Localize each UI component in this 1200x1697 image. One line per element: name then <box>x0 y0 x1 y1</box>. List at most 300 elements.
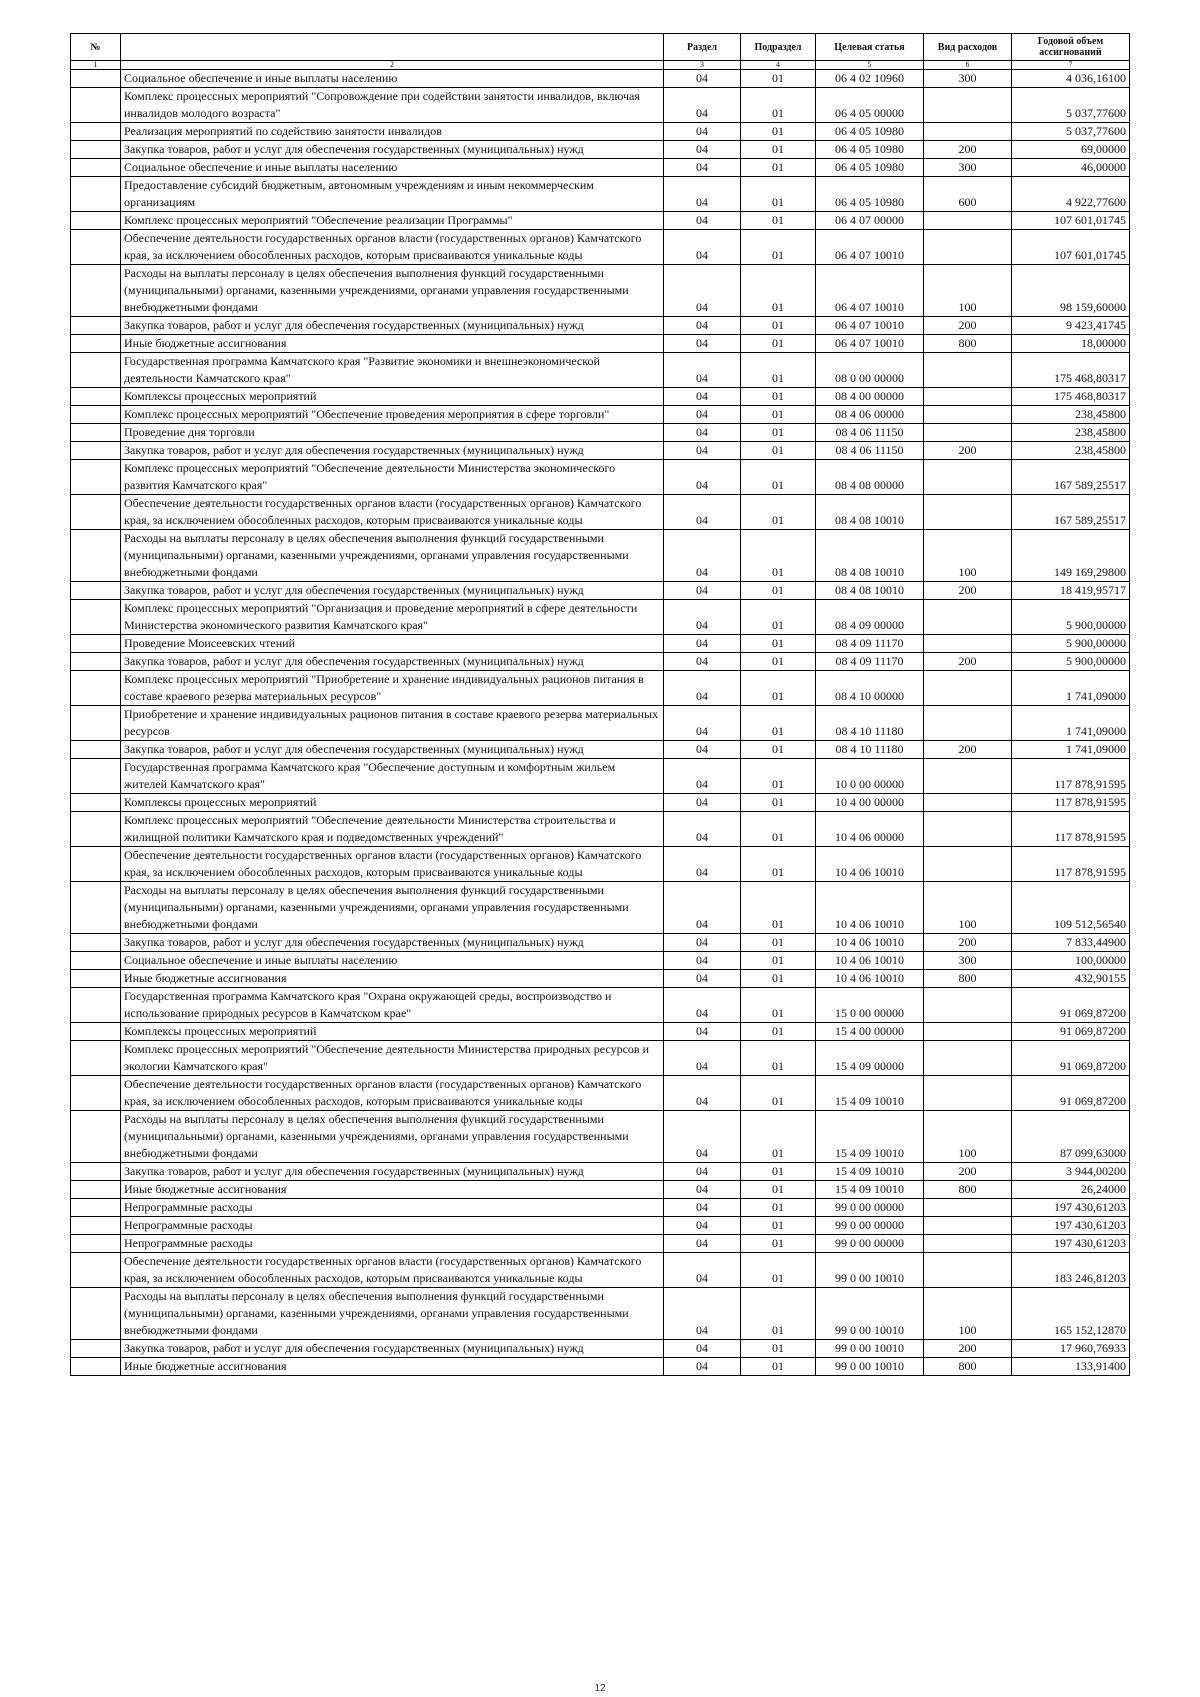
row-name: Закупка товаров, работ и услуг для обеспечения государственных (муниципальных) нужд <box>121 141 664 159</box>
row-target-article: 08 4 00 00000 <box>816 388 924 406</box>
row-target-article: 99 0 00 10010 <box>816 1253 924 1288</box>
row-number-cell <box>71 388 121 406</box>
row-expense-kind: 600 <box>924 177 1012 212</box>
row-subsection: 01 <box>741 1076 816 1111</box>
row-target-article: 06 4 07 10010 <box>816 230 924 265</box>
row-number-cell <box>71 635 121 653</box>
column-number: 4 <box>741 61 816 70</box>
row-number-cell <box>71 1235 121 1253</box>
row-amount: 175 468,80317 <box>1012 353 1130 388</box>
row-amount: 238,45800 <box>1012 424 1130 442</box>
row-name: Закупка товаров, работ и услуг для обеспечения государственных (муниципальных) нужд <box>121 1163 664 1181</box>
row-number-cell <box>71 1041 121 1076</box>
row-subsection: 01 <box>741 88 816 123</box>
table-row <box>71 406 1130 424</box>
row-name: Расходы на выплаты персоналу в целях обеспечения выполнения функций государственными (муниципальными) органами, казенными учреждениями, органами управления государственными внебюджетными фондами <box>121 1111 664 1163</box>
row-amount: 167 589,25517 <box>1012 460 1130 495</box>
row-amount: 18 419,95717 <box>1012 582 1130 600</box>
row-amount: 7 833,44900 <box>1012 934 1130 952</box>
row-target-article: 08 4 10 00000 <box>816 671 924 706</box>
row-name: Непрограммные расходы <box>121 1199 664 1217</box>
row-expense-kind: 200 <box>924 442 1012 460</box>
row-amount: 91 069,87200 <box>1012 988 1130 1023</box>
row-number-cell <box>71 159 121 177</box>
row-amount: 1 741,09000 <box>1012 706 1130 741</box>
row-expense-kind: 800 <box>924 335 1012 353</box>
row-target-article: 10 4 06 10010 <box>816 847 924 882</box>
row-number-cell <box>71 1340 121 1358</box>
row-number-cell <box>71 1023 121 1041</box>
table-row <box>71 159 1130 177</box>
row-name: Обеспечение деятельности государственных органов власти (государственных органов) Камчатского края, за исключением обособленных расходов, которым присваиваются уникальные коды <box>121 1253 664 1288</box>
row-section: 04 <box>664 1163 741 1181</box>
row-amount: 91 069,87200 <box>1012 1076 1130 1111</box>
row-section: 04 <box>664 1023 741 1041</box>
row-subsection: 01 <box>741 212 816 230</box>
row-target-article: 06 4 05 00000 <box>816 88 924 123</box>
row-name: Расходы на выплаты персоналу в целях обеспечения выполнения функций государственными (муниципальными) органами, казенными учреждениями, органами управления государственными внебюджетными фондами <box>121 1288 664 1340</box>
row-name: Комплекс процессных мероприятий "Обеспечение деятельности Министерства экономического развития Камчатского края" <box>121 460 664 495</box>
row-section: 04 <box>664 1253 741 1288</box>
row-target-article: 15 4 00 00000 <box>816 1023 924 1041</box>
row-subsection: 01 <box>741 1199 816 1217</box>
row-target-article: 15 4 09 10010 <box>816 1181 924 1199</box>
row-target-article: 08 4 08 00000 <box>816 460 924 495</box>
row-number-cell <box>71 671 121 706</box>
row-target-article: 10 4 06 10010 <box>816 970 924 988</box>
row-section: 04 <box>664 952 741 970</box>
row-expense-kind: 300 <box>924 952 1012 970</box>
row-section: 04 <box>664 230 741 265</box>
header-expense-kind: Вид расходов <box>924 34 1012 61</box>
row-number-cell <box>71 353 121 388</box>
row-subsection: 01 <box>741 460 816 495</box>
row-number-cell <box>71 442 121 460</box>
table-row <box>71 1288 1130 1340</box>
row-target-article: 15 4 09 10010 <box>816 1111 924 1163</box>
row-number-cell <box>71 1163 121 1181</box>
row-amount: 26,24000 <box>1012 1181 1130 1199</box>
row-name: Проведение дня торговли <box>121 424 664 442</box>
row-expense-kind <box>924 759 1012 794</box>
row-amount: 91 069,87200 <box>1012 1041 1130 1076</box>
row-subsection: 01 <box>741 706 816 741</box>
table-row <box>71 812 1130 847</box>
row-section: 04 <box>664 1340 741 1358</box>
row-name: Иные бюджетные ассигнования <box>121 1358 664 1376</box>
row-subsection: 01 <box>741 847 816 882</box>
table-row <box>71 460 1130 495</box>
row-expense-kind <box>924 388 1012 406</box>
row-section: 04 <box>664 741 741 759</box>
row-section: 04 <box>664 460 741 495</box>
row-amount: 117 878,91595 <box>1012 812 1130 847</box>
row-number-cell <box>71 882 121 934</box>
row-name: Расходы на выплаты персоналу в целях обеспечения выполнения функций государственными (муниципальными) органами, казенными учреждениями, органами управления государственными внебюджетными фондами <box>121 265 664 317</box>
row-expense-kind: 800 <box>924 1181 1012 1199</box>
row-amount: 17 960,76933 <box>1012 1340 1130 1358</box>
row-number-cell <box>71 794 121 812</box>
row-name: Комплекс процессных мероприятий "Обеспечение реализации Программы" <box>121 212 664 230</box>
row-subsection: 01 <box>741 812 816 847</box>
row-amount: 107 601,01745 <box>1012 230 1130 265</box>
row-subsection: 01 <box>741 952 816 970</box>
row-amount: 117 878,91595 <box>1012 759 1130 794</box>
row-number-cell <box>71 123 121 141</box>
row-subsection: 01 <box>741 159 816 177</box>
row-section: 04 <box>664 265 741 317</box>
row-expense-kind: 200 <box>924 741 1012 759</box>
row-amount: 175 468,80317 <box>1012 388 1130 406</box>
row-number-cell <box>71 141 121 159</box>
row-section: 04 <box>664 212 741 230</box>
row-amount: 3 944,00200 <box>1012 1163 1130 1181</box>
row-amount: 87 099,63000 <box>1012 1111 1130 1163</box>
row-number-cell <box>71 759 121 794</box>
row-name: Комплекс процессных мероприятий "Приобретение и хранение индивидуальных рационов питания в составе краевого резерва материальных ресурсов" <box>121 671 664 706</box>
row-subsection: 01 <box>741 1235 816 1253</box>
row-number-cell <box>71 706 121 741</box>
column-number-row <box>71 61 1130 70</box>
row-target-article: 06 4 07 00000 <box>816 212 924 230</box>
row-name: Обеспечение деятельности государственных органов власти (государственных органов) Камчатского края, за исключением обособленных расходов, которым присваиваются уникальные коды <box>121 495 664 530</box>
row-subsection: 01 <box>741 794 816 812</box>
row-target-article: 99 0 00 00000 <box>816 1217 924 1235</box>
row-name: Иные бюджетные ассигнования <box>121 335 664 353</box>
row-expense-kind <box>924 495 1012 530</box>
row-amount: 4 036,16100 <box>1012 70 1130 88</box>
row-amount: 100,00000 <box>1012 952 1130 970</box>
row-target-article: 15 0 00 00000 <box>816 988 924 1023</box>
row-subsection: 01 <box>741 442 816 460</box>
table-row <box>71 495 1130 530</box>
table-row <box>71 847 1130 882</box>
row-name: Комплекс процессных мероприятий "Обеспечение деятельности Министерства природных ресурсов и экологии Камчатского края" <box>121 1041 664 1076</box>
row-amount: 46,00000 <box>1012 159 1130 177</box>
row-name: Социальное обеспечение и иные выплаты населению <box>121 159 664 177</box>
table-row <box>71 988 1130 1023</box>
row-expense-kind <box>924 123 1012 141</box>
row-target-article: 06 4 05 10980 <box>816 177 924 212</box>
row-subsection: 01 <box>741 1253 816 1288</box>
table-row <box>71 1041 1130 1076</box>
table-row <box>71 635 1130 653</box>
table-row <box>71 1253 1130 1288</box>
row-subsection: 01 <box>741 1163 816 1181</box>
table-row <box>71 530 1130 582</box>
row-name: Иные бюджетные ассигнования <box>121 1181 664 1199</box>
row-expense-kind <box>924 424 1012 442</box>
row-name: Государственная программа Камчатского края "Обеспечение доступным и комфортным жильем жителей Камчатского края" <box>121 759 664 794</box>
row-amount: 197 430,61203 <box>1012 1217 1130 1235</box>
row-expense-kind: 800 <box>924 970 1012 988</box>
row-amount: 183 246,81203 <box>1012 1253 1130 1288</box>
table-row <box>71 1340 1130 1358</box>
row-expense-kind: 200 <box>924 1163 1012 1181</box>
row-subsection: 01 <box>741 1288 816 1340</box>
row-number-cell <box>71 230 121 265</box>
row-expense-kind: 100 <box>924 1111 1012 1163</box>
row-target-article: 08 4 08 10010 <box>816 582 924 600</box>
table-row <box>71 706 1130 741</box>
row-amount: 69,00000 <box>1012 141 1130 159</box>
row-target-article: 08 4 08 10010 <box>816 530 924 582</box>
row-target-article: 10 4 00 00000 <box>816 794 924 812</box>
table-row <box>71 141 1130 159</box>
table-row <box>71 212 1130 230</box>
table-row <box>71 265 1130 317</box>
row-number-cell <box>71 177 121 212</box>
row-amount: 9 423,41745 <box>1012 317 1130 335</box>
table-row <box>71 388 1130 406</box>
row-name: Расходы на выплаты персоналу в целях обеспечения выполнения функций государственными (муниципальными) органами, казенными учреждениями, органами управления государственными внебюджетными фондами <box>121 530 664 582</box>
row-target-article: 99 0 00 10010 <box>816 1340 924 1358</box>
row-amount: 5 037,77600 <box>1012 123 1130 141</box>
row-section: 04 <box>664 123 741 141</box>
row-amount: 4 922,77600 <box>1012 177 1130 212</box>
row-name: Закупка товаров, работ и услуг для обеспечения государственных (муниципальных) нужд <box>121 582 664 600</box>
row-expense-kind: 100 <box>924 265 1012 317</box>
table-row <box>71 1235 1130 1253</box>
row-amount: 197 430,61203 <box>1012 1235 1130 1253</box>
row-number-cell <box>71 212 121 230</box>
row-section: 04 <box>664 812 741 847</box>
row-name: Обеспечение деятельности государственных органов власти (государственных органов) Камчатского края, за исключением обособленных расходов, которым присваиваются уникальные коды <box>121 847 664 882</box>
row-expense-kind: 200 <box>924 141 1012 159</box>
row-section: 04 <box>664 388 741 406</box>
row-section: 04 <box>664 635 741 653</box>
table-row <box>71 1076 1130 1111</box>
row-section: 04 <box>664 424 741 442</box>
row-amount: 91 069,87200 <box>1012 1023 1130 1041</box>
row-expense-kind: 200 <box>924 653 1012 671</box>
row-target-article: 10 4 06 10010 <box>816 882 924 934</box>
row-name: Закупка товаров, работ и услуг для обеспечения государственных (муниципальных) нужд <box>121 653 664 671</box>
row-subsection: 01 <box>741 317 816 335</box>
row-amount: 165 152,12870 <box>1012 1288 1130 1340</box>
table-row <box>71 1163 1130 1181</box>
table-row <box>71 1023 1130 1041</box>
row-subsection: 01 <box>741 406 816 424</box>
column-number: 1 <box>71 61 121 70</box>
row-number-cell <box>71 460 121 495</box>
row-expense-kind: 200 <box>924 582 1012 600</box>
row-number-cell <box>71 1358 121 1376</box>
table-row <box>71 1181 1130 1199</box>
header-number: № <box>71 34 121 61</box>
row-name: Иные бюджетные ассигнования <box>121 970 664 988</box>
row-subsection: 01 <box>741 530 816 582</box>
row-amount: 5 037,77600 <box>1012 88 1130 123</box>
header-name <box>121 34 664 61</box>
row-name: Комплексы процессных мероприятий <box>121 1023 664 1041</box>
row-target-article: 06 4 07 10010 <box>816 317 924 335</box>
row-expense-kind <box>924 847 1012 882</box>
table-body <box>71 70 1130 1376</box>
row-target-article: 06 4 07 10010 <box>816 265 924 317</box>
row-subsection: 01 <box>741 1217 816 1235</box>
row-amount: 197 430,61203 <box>1012 1199 1130 1217</box>
row-name: Комплексы процессных мероприятий <box>121 794 664 812</box>
table-row <box>71 934 1130 952</box>
table-row <box>71 230 1130 265</box>
row-amount: 98 159,60000 <box>1012 265 1130 317</box>
budget-allocation-table <box>70 33 1130 1376</box>
row-number-cell <box>71 1076 121 1111</box>
row-amount: 1 741,09000 <box>1012 671 1130 706</box>
row-section: 04 <box>664 177 741 212</box>
row-name: Комплекс процессных мероприятий "Организация и проведение мероприятий в сфере деятельности Министерства экономического развития Камчатского края" <box>121 600 664 635</box>
row-name: Расходы на выплаты персоналу в целях обеспечения выполнения функций государственными (муниципальными) органами, казенными учреждениями, органами управления государственными внебюджетными фондами <box>121 882 664 934</box>
row-subsection: 01 <box>741 353 816 388</box>
row-target-article: 15 4 09 10010 <box>816 1163 924 1181</box>
row-section: 04 <box>664 988 741 1023</box>
table-row <box>71 1217 1130 1235</box>
row-amount: 5 900,00000 <box>1012 635 1130 653</box>
row-subsection: 01 <box>741 934 816 952</box>
row-name: Закупка товаров, работ и услуг для обеспечения государственных (муниципальных) нужд <box>121 741 664 759</box>
row-subsection: 01 <box>741 495 816 530</box>
row-number-cell <box>71 335 121 353</box>
row-name: Приобретение и хранение индивидуальных рационов питания в составе краевого резерва материальных ресурсов <box>121 706 664 741</box>
row-number-cell <box>71 970 121 988</box>
row-target-article: 08 4 06 00000 <box>816 406 924 424</box>
row-target-article: 15 4 09 00000 <box>816 1041 924 1076</box>
row-section: 04 <box>664 335 741 353</box>
row-number-cell <box>71 988 121 1023</box>
row-number-cell <box>71 741 121 759</box>
row-expense-kind <box>924 706 1012 741</box>
row-name: Государственная программа Камчатского края "Охрана окружающей среды, воспроизводство и использование природных ресурсов в Камчатском крае" <box>121 988 664 1023</box>
row-name: Обеспечение деятельности государственных органов власти (государственных органов) Камчатского края, за исключением обособленных расходов, которым присваиваются уникальные коды <box>121 1076 664 1111</box>
row-number-cell <box>71 70 121 88</box>
row-number-cell <box>71 934 121 952</box>
row-expense-kind <box>924 460 1012 495</box>
row-section: 04 <box>664 882 741 934</box>
table-row <box>71 424 1130 442</box>
row-target-article: 06 4 05 10980 <box>816 141 924 159</box>
row-target-article: 06 4 02 10960 <box>816 70 924 88</box>
table-row <box>71 653 1130 671</box>
table-row <box>71 1358 1130 1376</box>
row-expense-kind: 100 <box>924 1288 1012 1340</box>
row-expense-kind: 300 <box>924 70 1012 88</box>
column-number: 3 <box>664 61 741 70</box>
header-target-article: Целевая статья <box>816 34 924 61</box>
column-number: 2 <box>121 61 664 70</box>
row-expense-kind <box>924 1253 1012 1288</box>
row-amount: 238,45800 <box>1012 406 1130 424</box>
row-expense-kind: 100 <box>924 530 1012 582</box>
row-amount: 117 878,91595 <box>1012 794 1130 812</box>
row-expense-kind: 100 <box>924 882 1012 934</box>
row-target-article: 99 0 00 00000 <box>816 1199 924 1217</box>
row-expense-kind <box>924 406 1012 424</box>
page-number: 12 <box>594 1683 606 1694</box>
row-amount: 107 601,01745 <box>1012 212 1130 230</box>
row-number-cell <box>71 952 121 970</box>
row-subsection: 01 <box>741 1181 816 1199</box>
row-target-article: 99 0 00 00000 <box>816 1235 924 1253</box>
table-row <box>71 970 1130 988</box>
table-row <box>71 88 1130 123</box>
row-section: 04 <box>664 88 741 123</box>
row-name: Реализация мероприятий по содействию занятости инвалидов <box>121 123 664 141</box>
row-target-article: 10 0 00 00000 <box>816 759 924 794</box>
row-subsection: 01 <box>741 1023 816 1041</box>
row-name: Социальное обеспечение и иные выплаты населению <box>121 952 664 970</box>
row-number-cell <box>71 600 121 635</box>
row-section: 04 <box>664 600 741 635</box>
row-section: 04 <box>664 530 741 582</box>
row-target-article: 08 4 10 11180 <box>816 741 924 759</box>
row-number-cell <box>71 582 121 600</box>
row-name: Закупка товаров, работ и услуг для обеспечения государственных (муниципальных) нужд <box>121 934 664 952</box>
row-subsection: 01 <box>741 1358 816 1376</box>
row-number-cell <box>71 406 121 424</box>
header-subsection: Подраздел <box>741 34 816 61</box>
row-amount: 149 169,29800 <box>1012 530 1130 582</box>
row-subsection: 01 <box>741 141 816 159</box>
row-target-article: 99 0 00 10010 <box>816 1358 924 1376</box>
row-target-article: 08 4 09 11170 <box>816 635 924 653</box>
row-subsection: 01 <box>741 653 816 671</box>
row-expense-kind: 300 <box>924 159 1012 177</box>
row-section: 04 <box>664 406 741 424</box>
row-amount: 432,90155 <box>1012 970 1130 988</box>
table-row <box>71 671 1130 706</box>
row-target-article: 08 4 09 00000 <box>816 600 924 635</box>
row-name: Закупка товаров, работ и услуг для обеспечения государственных (муниципальных) нужд <box>121 317 664 335</box>
table-row <box>71 794 1130 812</box>
row-target-article: 08 4 08 10010 <box>816 495 924 530</box>
table-row <box>71 759 1130 794</box>
row-expense-kind <box>924 1076 1012 1111</box>
row-subsection: 01 <box>741 970 816 988</box>
row-section: 04 <box>664 1076 741 1111</box>
row-subsection: 01 <box>741 741 816 759</box>
row-section: 04 <box>664 759 741 794</box>
row-expense-kind <box>924 988 1012 1023</box>
row-amount: 5 900,00000 <box>1012 600 1130 635</box>
row-target-article: 08 4 09 11170 <box>816 653 924 671</box>
row-section: 04 <box>664 1358 741 1376</box>
table-row <box>71 882 1130 934</box>
row-number-cell <box>71 1111 121 1163</box>
row-expense-kind <box>924 1023 1012 1041</box>
row-expense-kind: 200 <box>924 1340 1012 1358</box>
row-subsection: 01 <box>741 230 816 265</box>
row-expense-kind <box>924 635 1012 653</box>
row-section: 04 <box>664 706 741 741</box>
row-section: 04 <box>664 934 741 952</box>
row-section: 04 <box>664 141 741 159</box>
table-row <box>71 1111 1130 1163</box>
row-subsection: 01 <box>741 582 816 600</box>
row-section: 04 <box>664 495 741 530</box>
row-section: 04 <box>664 1041 741 1076</box>
row-subsection: 01 <box>741 177 816 212</box>
row-expense-kind: 800 <box>924 1358 1012 1376</box>
row-subsection: 01 <box>741 265 816 317</box>
row-target-article: 10 4 06 10010 <box>816 952 924 970</box>
row-expense-kind <box>924 1235 1012 1253</box>
row-target-article: 08 4 06 11150 <box>816 424 924 442</box>
row-number-cell <box>71 1199 121 1217</box>
row-subsection: 01 <box>741 671 816 706</box>
row-subsection: 01 <box>741 123 816 141</box>
row-target-article: 08 4 06 11150 <box>816 442 924 460</box>
